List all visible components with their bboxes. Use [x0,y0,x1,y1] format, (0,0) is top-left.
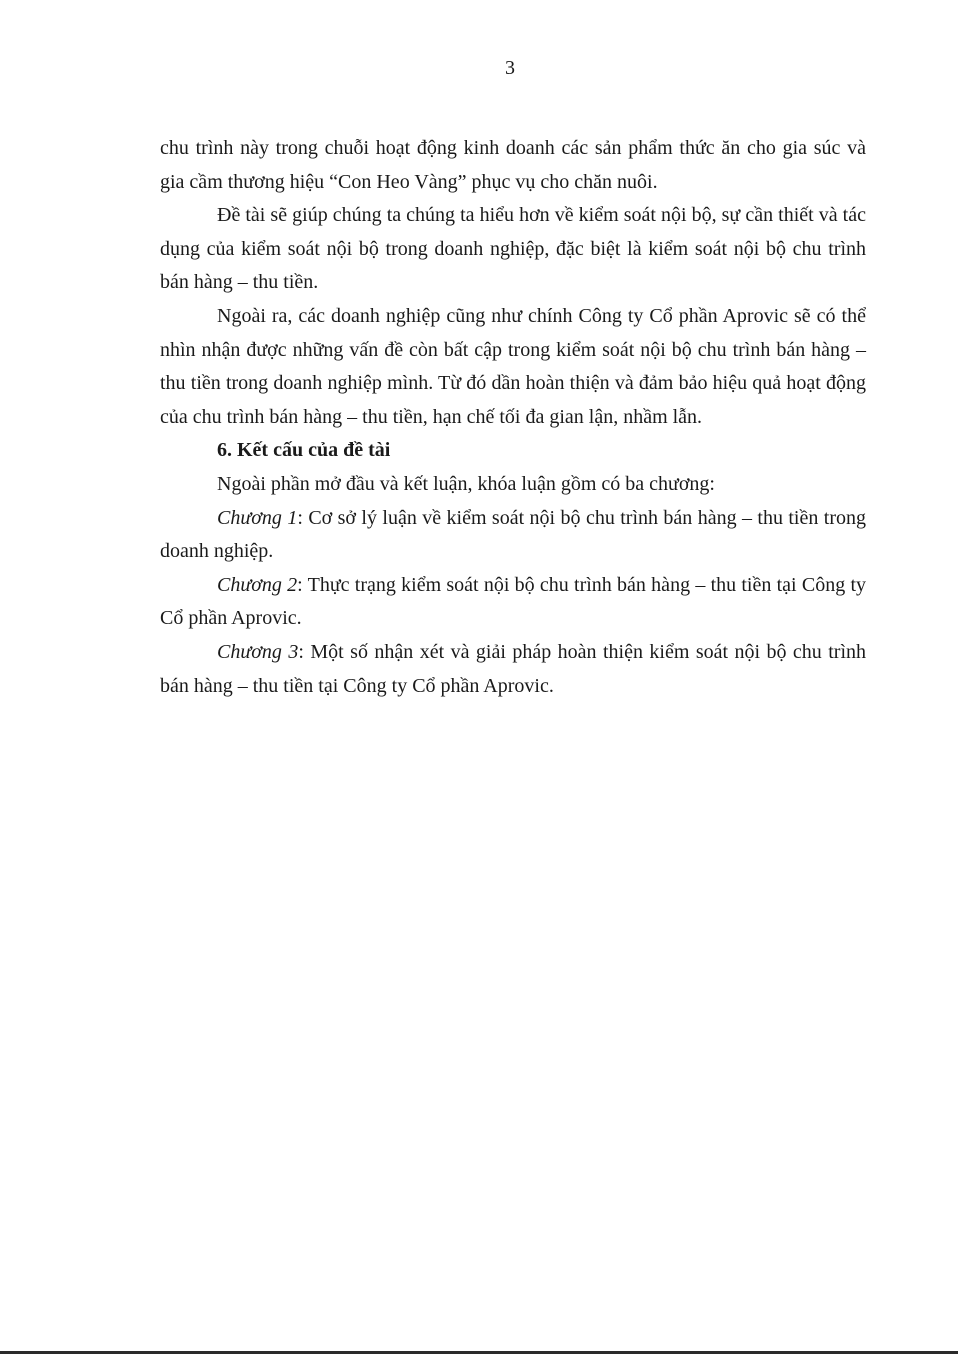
chapter-3-label: Chương 3 [217,640,299,663]
section-heading: 6. Kết cấu của đề tài [217,439,391,462]
chapter-3-item [160,636,866,703]
paragraph-benefit: Ngoài ra, các doanh nghiệp cũng như chính Công ty Cổ phần Aprovic sẽ có thể nhìn nhận được những vấn đề còn bất cập trong kiểm soát nội bộ chu trình bán hàng – thu tiền trong doanh nghiệp mình. Từ đó dần hoàn thiện và đảm bảo hiệu quả hoạt động của chu trình bán hàng – thu tiền, hạn chế tối đa gian lận, nhầm lẫn. [160,304,866,428]
chapter-1-item [160,502,866,569]
chapter-1-label: Chương 1 [217,506,298,529]
chapter-2-item [160,569,866,636]
section-intro: Ngoài phần mở đầu và kết luận, khóa luận gồm có ba chương: [217,472,715,495]
paragraph-continuation: chu trình này trong chuỗi hoạt động kinh doanh các sản phẩm thức ăn cho gia súc và gia cầm thương hiệu “Con Heo Vàng” phục vụ cho chăn nuôi. [160,137,866,193]
page-number: 3 [505,57,515,79]
chapter-2-text: : Thực trạng kiểm soát nội bộ chu trình bán hàng – thu tiền tại Công ty Cổ phần Aprovic. [160,573,866,630]
chapter-2-label: Chương 2 [217,573,298,596]
chapter-1-text: : Cơ sở lý luận về kiểm soát nội bộ chu trình bán hàng – thu tiền trong doanh nghiệp. [160,506,866,563]
document-body [160,132,866,703]
paragraph-purpose: Đề tài sẽ giúp chúng ta chúng ta hiểu hơn về kiểm soát nội bộ, sự cần thiết và tác dụng của kiểm soát nội bộ trong doanh nghiệp, đặc biệt là kiểm soát nội bộ chu trình bán hàng – thu tiền. [160,204,866,294]
chapter-3-text: : Một số nhận xét và giải pháp hoàn thiện kiểm soát nội bộ chu trình bán hàng – thu tiền tại Công ty Cổ phần Aprovic. [160,640,867,697]
